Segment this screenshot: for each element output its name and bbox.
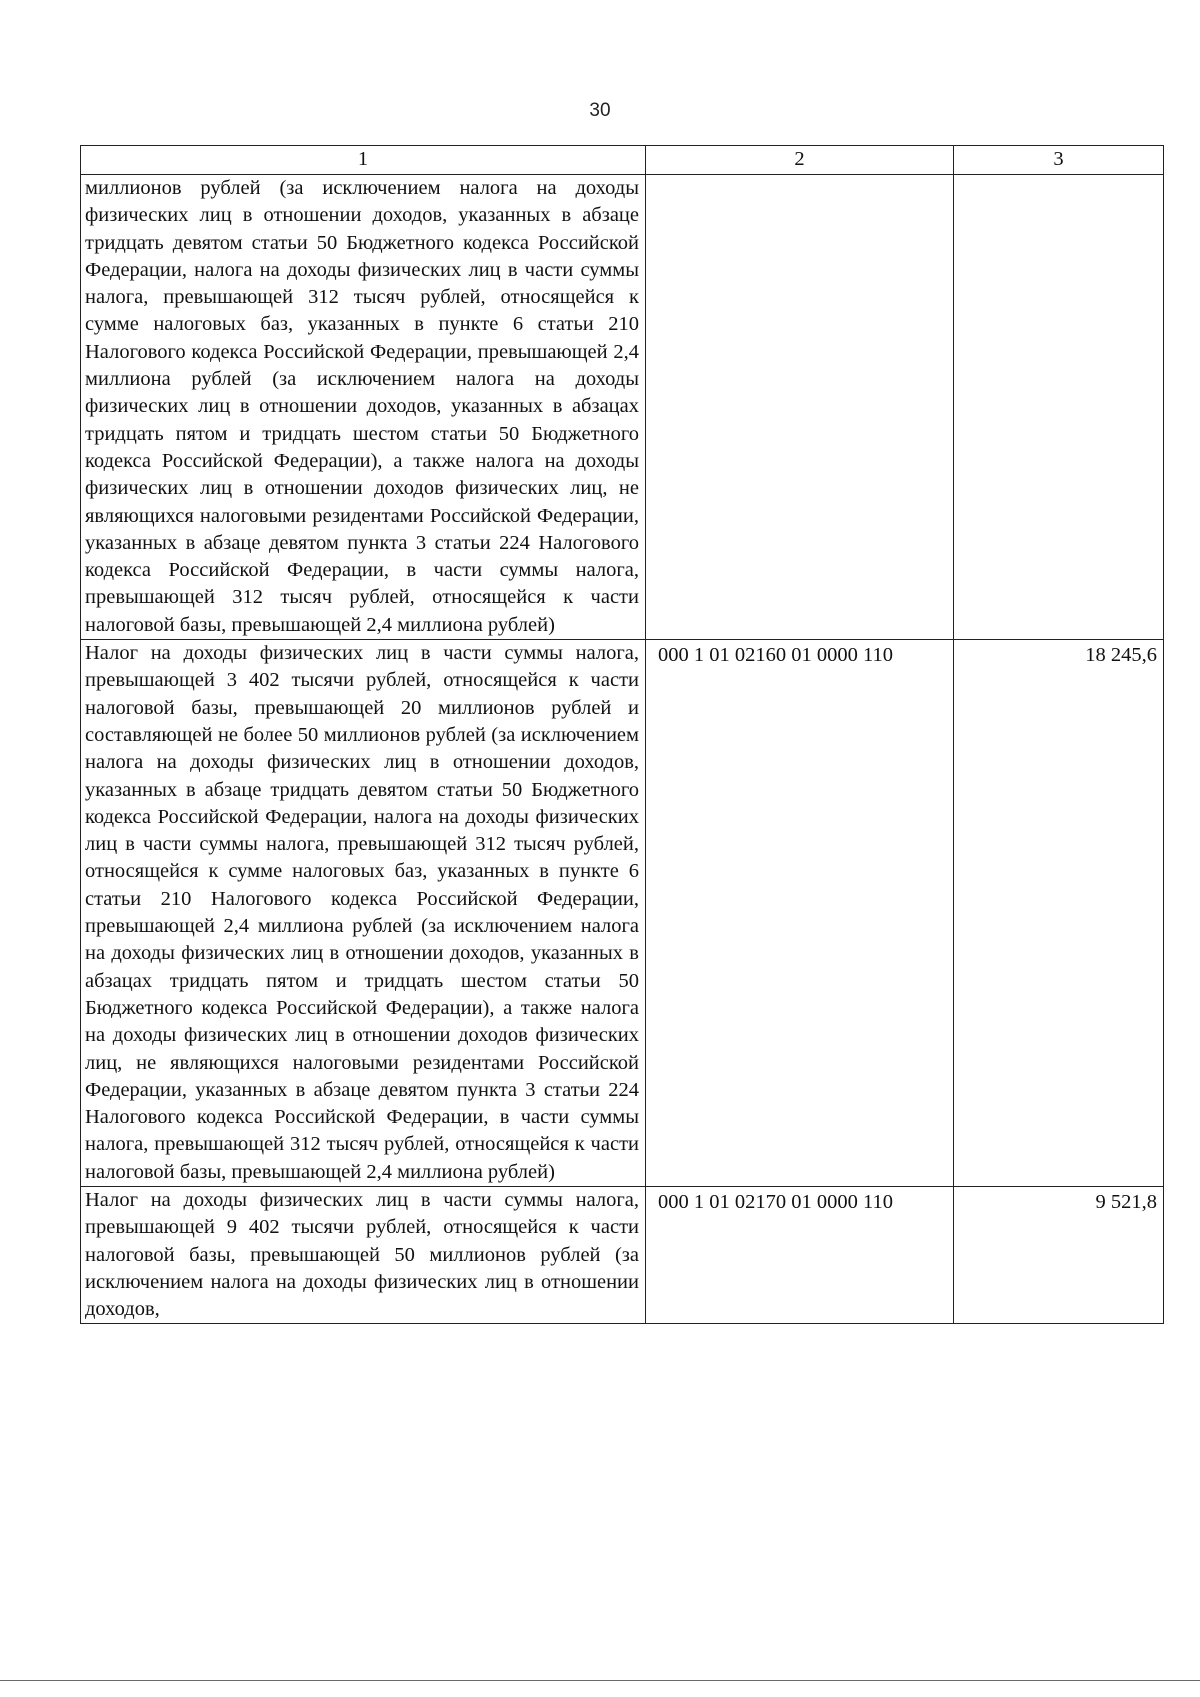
row-description: миллионов рублей (за исключением налога на доходы физических лиц в отношении доходов, указанных в абзаце тридцать девятом статьи 50 Бюджетного кодекса Российской Федерации, налога на доходы физических лиц в части суммы налога, превышающей 312 тысяч рублей, относящейся к сумме налоговых баз, указанных в пункте 6 статьи 210 Налогового кодекса Российской Федерации, превышающей 2,4 миллиона рублей (за исключением налога на доходы физических лиц в отношении доходов, указанных в абзацах тридцать пятом и тридцать шестом статьи 50 Бюджетного кодекса Российской Федерации), а также налога на доходы физических лиц в отношении доходов физических лиц, не являющихся налоговыми резидентами Российской Федерации, указанных в абзаце девятом пункта 3 статьи 224 Налогового кодекса Российской Федерации, в части суммы налога, превышающей 312 тысяч рублей, относящейся к части налоговой базы, превышающей 2,4 миллиона рублей) [81, 175, 646, 640]
row-amount: 18 245,6 [954, 640, 1164, 1187]
row-budget-code: 000 1 01 02170 01 0000 110 [646, 1186, 954, 1323]
table-row [81, 175, 1164, 640]
column-header-1: 1 [81, 146, 646, 175]
table-header-row [81, 146, 1164, 175]
row-description: Налог на доходы физических лиц в части суммы налога, превышающей 9 402 тысячи рублей, относящейся к части налоговой базы, превышающей 50 миллионов рублей (за исключением налога на доходы физических лиц в отношении доходов, [81, 1186, 646, 1323]
table-row [81, 640, 1164, 1187]
budget-table [80, 145, 1164, 1324]
scan-edge-line [0, 1680, 1200, 1681]
column-header-3: 3 [954, 146, 1164, 175]
row-amount [954, 175, 1164, 640]
column-header-2: 2 [646, 146, 954, 175]
row-budget-code: 000 1 01 02160 01 0000 110 [646, 640, 954, 1187]
row-amount: 9 521,8 [954, 1186, 1164, 1323]
row-description: Налог на доходы физических лиц в части суммы налога, превышающей 3 402 тысячи рублей, относящейся к части налоговой базы, превышающей 20 миллионов рублей и составляющей не более 50 миллионов рублей (за исключением налога на доходы физических лиц в отношении доходов, указанных в абзаце тридцать девятом статьи 50 Бюджетного кодекса Российской Федерации, налога на доходы физических лиц в части суммы налога, превышающей 312 тысяч рублей, относящейся к сумме налоговых баз, указанных в пункте 6 статьи 210 Налогового кодекса Российской Федерации, превышающей 2,4 миллиона рублей (за исключением налога на доходы физических лиц в отношении доходов, указанных в абзацах тридцать пятом и тридцать шестом статьи 50 Бюджетного кодекса Российской Федерации), а также налога на доходы физических лиц в отношении доходов физических лиц, не являющихся налоговыми резидентами Российской Федерации, указанных в абзаце девятом пункта 3 статьи 224 Налогового кодекса Российской Федерации, в части суммы налога, превышающей 312 тысяч рублей, относящейся к части налоговой базы, превышающей 2,4 миллиона рублей) [81, 640, 646, 1187]
row-budget-code [646, 175, 954, 640]
table-row [81, 1186, 1164, 1323]
page-number: 30 [589, 100, 611, 121]
